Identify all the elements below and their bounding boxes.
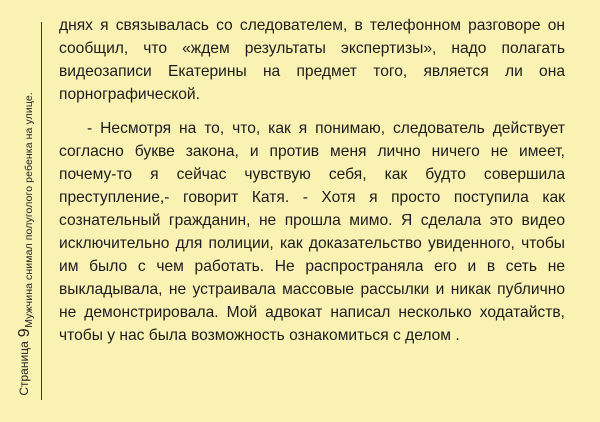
paragraph-1: днях я связывалась со следователем, в телефонном разговоре он сообщил, что «ждем результаты экспертизы», надо полагать видеозаписи Екатерины на предмет того, является ли она порнографической. [59, 17, 565, 103]
running-title: Мужчина снимал полуголого ребенка на улице. [23, 92, 35, 328]
page-label-text: Страница [17, 341, 31, 396]
page-label [15, 328, 33, 395]
vertical-divider [41, 22, 42, 400]
page-number: 9 [16, 328, 33, 338]
article-body [59, 14, 565, 347]
paragraph-2: - Несмотря на то, что, как я понимаю, следователь действует согласно букве закона, и против меня лично ничего не имеет, почему-то я сейчас чувствую себя, как будто совершила преступление,- говорит Катя. - Хотя я просто поступила как сознательный гражданин, не прошла мимо. Я сделала это видео исключительно для полиции, как доказательство увиденного, чтобы им было с чем работать. Не распространяла его и в сеть не выкладывала, не устраивала массовые рассылки и никак публично не демонстрировала. Мой адвокат написал несколько ходатайств, чтобы у нас была возможность ознакомиться с делом . [59, 120, 565, 344]
side-rail [0, 0, 44, 422]
